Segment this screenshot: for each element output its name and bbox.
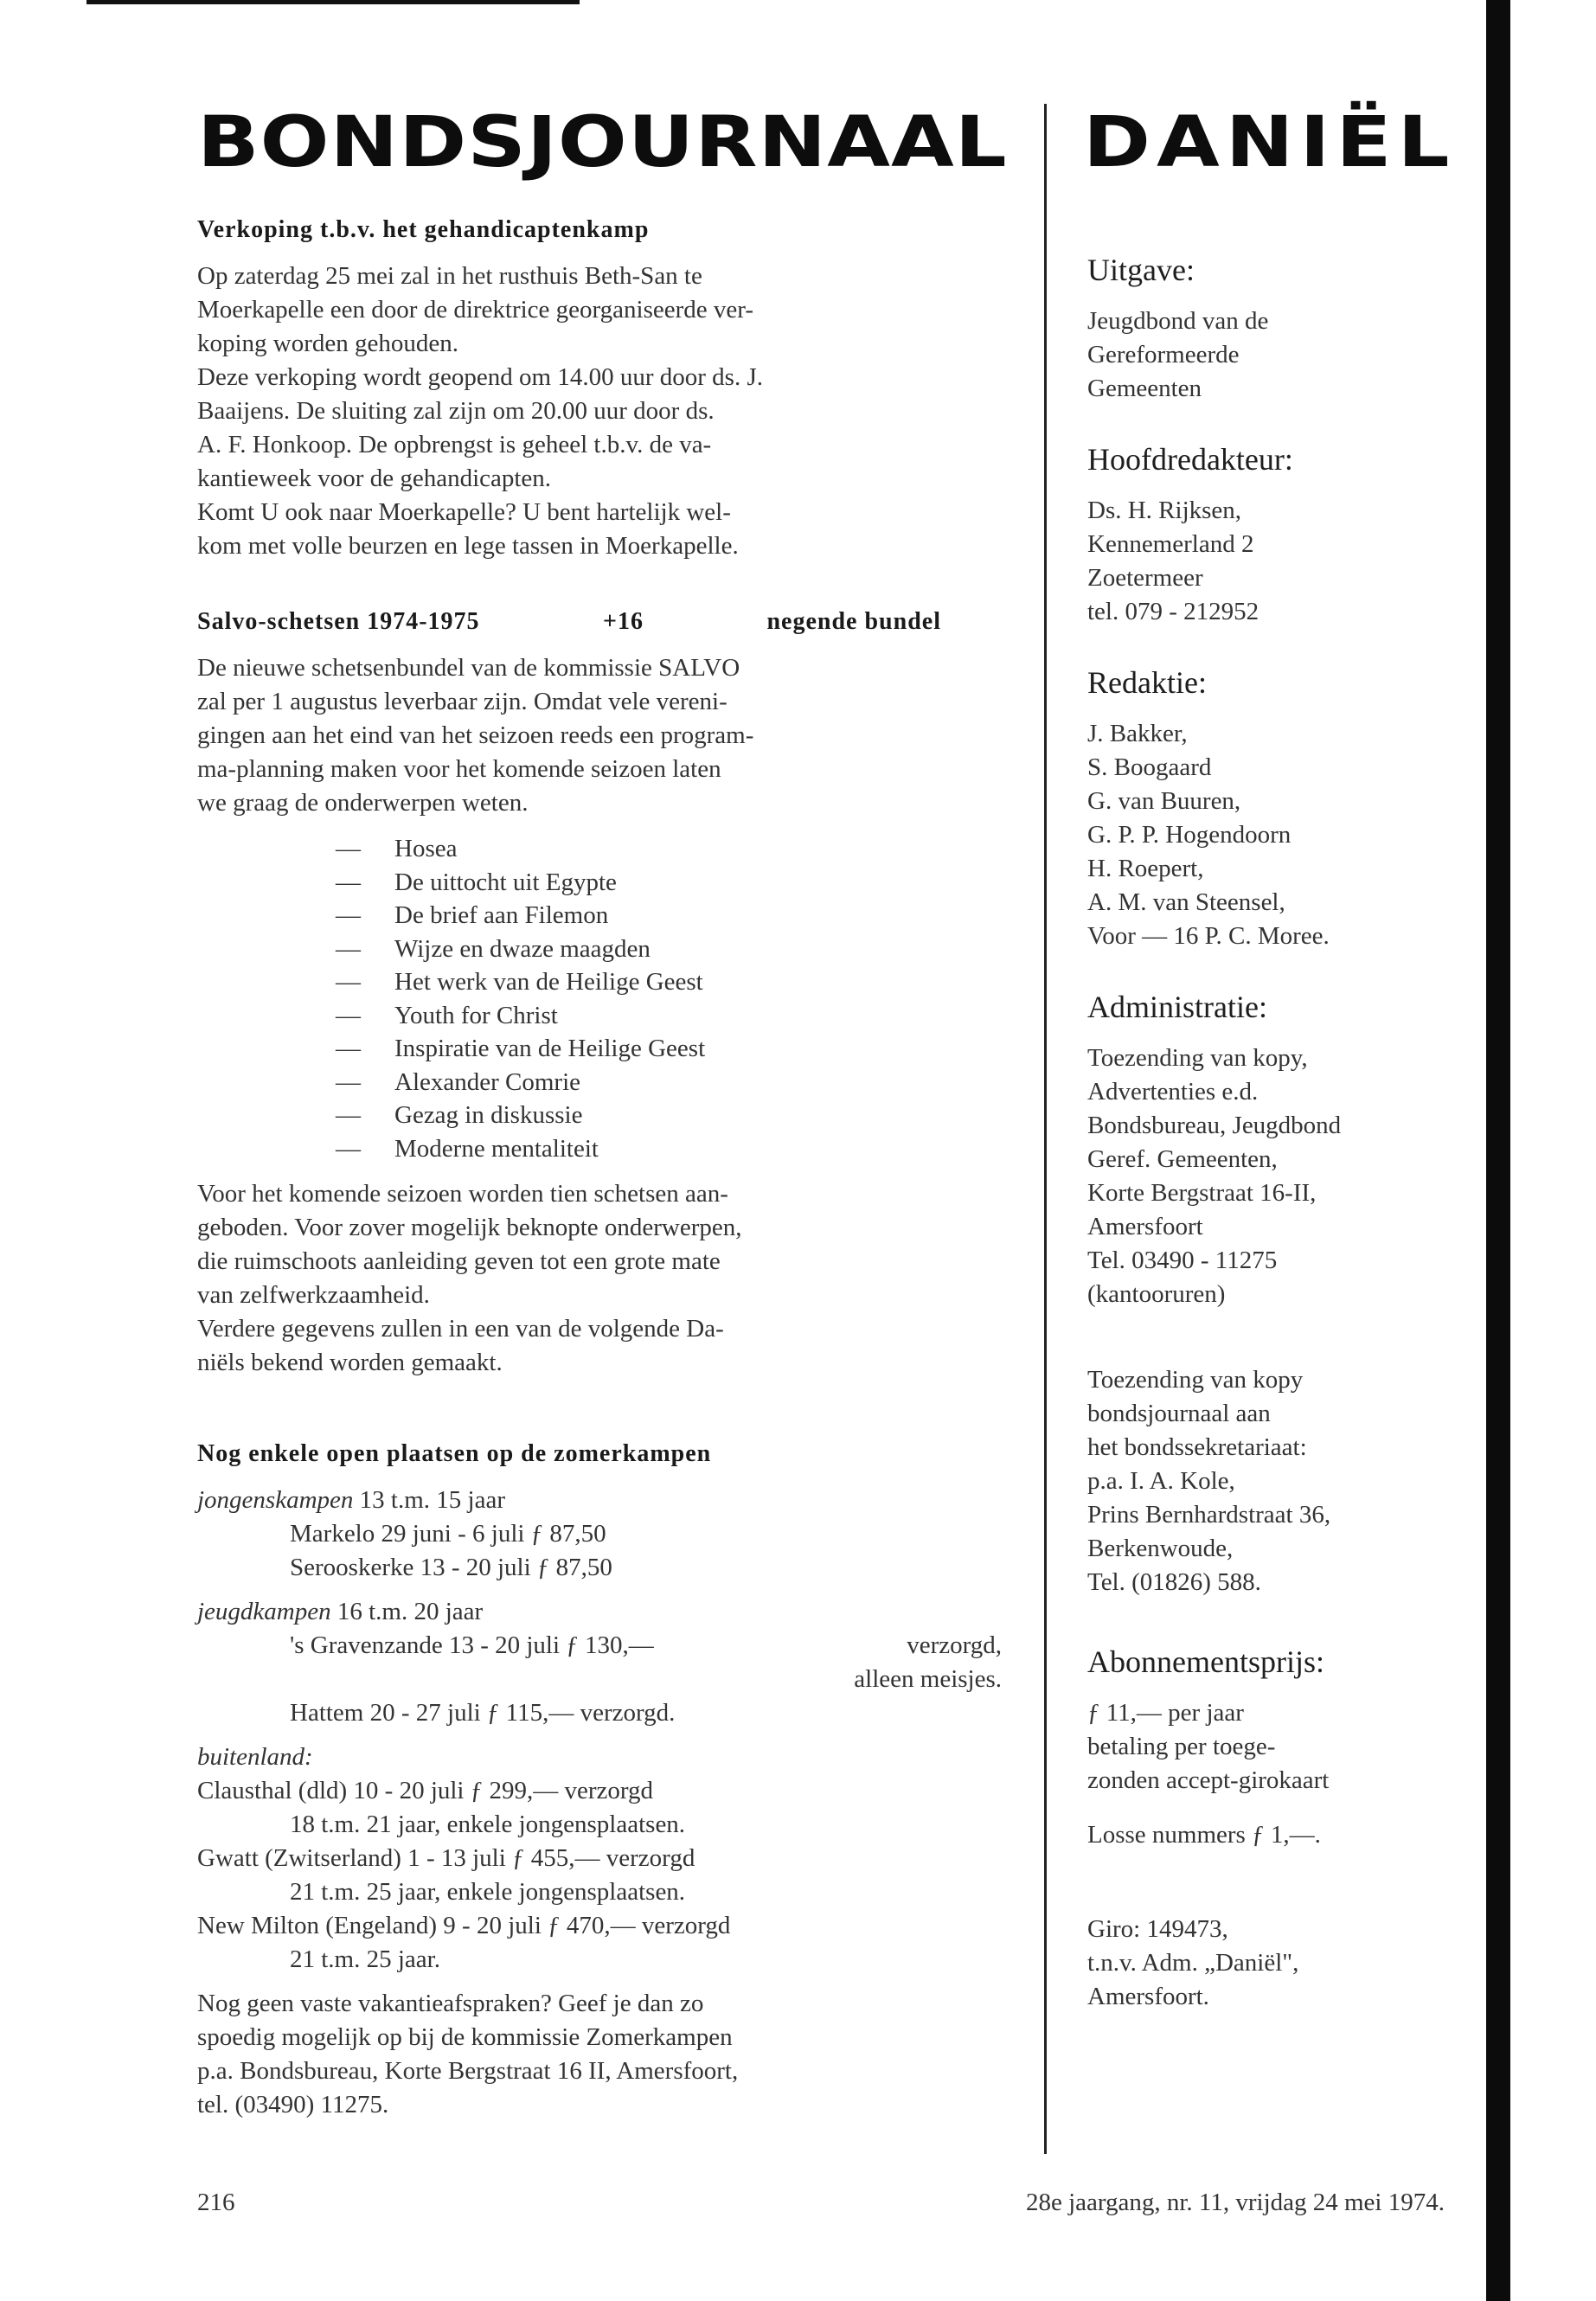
section-salvo (197, 608, 1002, 1380)
list-item (336, 1066, 1002, 1099)
text-line: van zelfwerkzaamheid. (197, 1281, 430, 1309)
text-line: tel. (03490) 11275. (197, 2091, 389, 2118)
zomerkampen-heading: Nog enkele open plaatsen op de zomerkampen (197, 1440, 712, 1467)
text-line: J. Bakker, (1087, 720, 1188, 747)
colophon-kopy (1087, 1363, 1468, 1599)
abonnement-heading: Abonnementsprijs: (1087, 1644, 1324, 1679)
topic-text: Wijze en dwaze maagden (394, 934, 651, 963)
camp-entry-detail: 18 t.m. 21 jaar, enkele jongensplaatsen. (290, 1811, 686, 1838)
text-line: Korte Bergstraat 16-II, (1087, 1179, 1317, 1207)
text-line: G. P. P. Hogendoorn (1087, 821, 1292, 849)
text-line: Deze verkoping wordt geopend om 14.00 uur door ds. J. (197, 363, 763, 391)
camp-entry-status: verzorgd, (907, 1631, 1002, 1659)
text-line: Advertenties e.d. (1087, 1078, 1259, 1106)
zomerkampen-closing (197, 1987, 1002, 2122)
topic-text: Moderne mentaliteit (394, 1134, 599, 1163)
text-line: G. van Buuren, (1087, 787, 1241, 815)
camp-category-buitenland (197, 1740, 1002, 1774)
colophon-redaktie (1087, 663, 1468, 953)
text-line: Toezending van kopy (1087, 1366, 1304, 1394)
verkoping-heading: Verkoping t.b.v. het gehandicaptenkamp (197, 216, 650, 243)
text-line: ma-planning maken voor het komende seizoen laten (197, 755, 721, 783)
text-line: H. Roepert, (1087, 855, 1204, 882)
text-line: Tel. 03490 - 11275 (1087, 1247, 1278, 1274)
category-label: jeugdkampen (197, 1598, 331, 1625)
text-line: De nieuwe schetsenbundel van de kommissie SALVO (197, 654, 740, 682)
camp-entry: Clausthal (dld) 10 - 20 juli ƒ 299,— verzorgd (197, 1777, 654, 1804)
main-column (197, 216, 1002, 2167)
topic-text: De uittocht uit Egypte (394, 868, 617, 896)
text-line: Voor het komende seizoen worden tien schetsen aan- (197, 1180, 728, 1208)
category-label: buitenland: (197, 1743, 313, 1771)
text-line: Nog geen vaste vakantieafspraken? Geef je dan zo (197, 1990, 704, 2017)
camp-entry-note: alleen meisjes. (854, 1665, 1002, 1693)
salvo-intro (197, 651, 1002, 820)
text-line: koping worden gehouden. (197, 330, 459, 357)
text-line: p.a. I. A. Kole, (1087, 1467, 1235, 1495)
text-line: ƒ 11,— per jaar (1087, 1699, 1244, 1727)
dash-mark: — (336, 1067, 361, 1096)
text-line: Baaijens. De sluiting zal zijn om 20.00 uur door ds. (197, 397, 715, 425)
dash-mark: — (336, 868, 361, 896)
dash-mark: — (336, 901, 361, 929)
sidebar-colophon (1087, 251, 1468, 2048)
list-item (336, 965, 1002, 999)
text-line: Kennemerland 2 (1087, 530, 1254, 558)
camp-entry: Gwatt (Zwitserland) 1 - 13 juli ƒ 455,— verzorgd (197, 1844, 695, 1872)
text-line: tel. 079 - 212952 (1087, 598, 1259, 625)
text-line: niëls bekend worden gemaakt. (197, 1349, 503, 1376)
dash-mark: — (336, 1101, 361, 1129)
salvo-heading (197, 608, 941, 636)
text-line: t.n.v. Adm. „Daniël", (1087, 1949, 1299, 1977)
text-line: betaling per toege- (1087, 1733, 1276, 1760)
text-line: (kantooruren) (1087, 1280, 1226, 1308)
text-line: zonden accept-girokaart (1087, 1766, 1330, 1794)
dash-mark: — (336, 835, 361, 862)
section-verkoping (197, 216, 1002, 563)
text-line: Prins Bernhardstraat 36, (1087, 1501, 1331, 1529)
text-line: Tel. (01826) 588. (1087, 1568, 1261, 1596)
text-line: spoedig mogelijk op bij de kommissie Zomerkampen (197, 2023, 733, 2051)
text-line: Voor — 16 P. C. Moree. (1087, 922, 1330, 950)
list-item (336, 999, 1002, 1033)
text-line: Komt U ook naar Moerkapelle? U bent hartelijk wel- (197, 498, 731, 526)
topic-text: Alexander Comrie (394, 1067, 581, 1096)
camp-entry: New Milton (Engeland) 9 - 20 juli ƒ 470,— verzorgd (197, 1912, 731, 1939)
list-item (336, 832, 1002, 866)
redaktie-heading: Redaktie: (1087, 665, 1207, 700)
text-line: Amersfoort (1087, 1213, 1203, 1240)
topic-text: Het werk van de Heilige Geest (394, 968, 703, 996)
text-line: zal per 1 augustus leverbaar zijn. Omdat vele vereni- (197, 688, 727, 715)
verkoping-body (197, 260, 1002, 563)
dash-mark: — (336, 1035, 361, 1062)
list-item (336, 933, 1002, 966)
camp-entry (197, 1629, 1002, 1663)
list-item (336, 1132, 1002, 1166)
topic-list (336, 832, 1002, 1165)
list-item (336, 1099, 1002, 1132)
colophon-uitgave (1087, 251, 1468, 406)
page-edge-bar (1486, 0, 1510, 2301)
list-item (336, 866, 1002, 900)
text-line: Op zaterdag 25 mei zal in het rusthuis Beth-San te (197, 262, 702, 290)
camp-entry-detail: 21 t.m. 25 jaar, enkele jongensplaatsen. (290, 1878, 686, 1906)
list-item (336, 899, 1002, 933)
dash-mark: — (336, 934, 361, 963)
text-line: Moerkapelle een door de direktrice georganiseerde ver- (197, 296, 754, 324)
text-line: Gereformeerde (1087, 341, 1240, 369)
text-line: Jeugdbond van de (1087, 307, 1269, 335)
colophon-hoofdredakteur (1087, 440, 1468, 629)
list-item (336, 1032, 1002, 1066)
text-line: A. F. Honkoop. De opbrengst is geheel t.b.v. de va- (197, 431, 712, 458)
text-line: Verdere gegevens zullen in een van de volgende Da- (197, 1315, 724, 1343)
dash-mark: — (336, 1001, 361, 1029)
topic-text: De brief aan Filemon (394, 901, 609, 929)
topic-text: Hosea (394, 835, 458, 862)
text-line: p.a. Bondsbureau, Korte Bergstraat 16 II, Amersfoort, (197, 2057, 739, 2085)
text-line: gingen aan het eind van het seizoen reeds een program- (197, 721, 754, 749)
salvo-heading-subtitle: negende bundel (766, 608, 941, 635)
issue-line: 28e jaargang, nr. 11, vrijdag 24 mei 1974. (1025, 2189, 1445, 2216)
colophon-administratie (1087, 988, 1468, 1311)
text-line: het bondssekretariaat: (1087, 1433, 1307, 1461)
losse-nummers: Losse nummers ƒ 1,—. (1087, 1821, 1321, 1849)
text-line: bondsjournaal aan (1087, 1400, 1271, 1427)
dash-mark: — (336, 968, 361, 996)
column-divider (1044, 104, 1047, 2154)
text-line: Bondsbureau, Jeugdbond (1087, 1112, 1342, 1139)
hoofdredakteur-heading: Hoofdredakteur: (1087, 442, 1293, 477)
dash-mark: — (336, 1134, 361, 1163)
text-line: Geref. Gemeenten, (1087, 1145, 1278, 1173)
camp-entry-detail: 21 t.m. 25 jaar. (290, 1945, 440, 1973)
colophon-abonnement (1087, 1643, 1468, 1852)
camp-category-jongens (197, 1484, 1002, 1517)
section-zomerkampen (197, 1440, 1002, 2122)
text-line: geboden. Voor zover mogelijk beknopte onderwerpen, (197, 1214, 742, 1241)
text-line: Berkenwoude, (1087, 1535, 1234, 1562)
text-line: Toezending van kopy, (1087, 1044, 1308, 1072)
category-age: 16 t.m. 20 jaar (330, 1598, 484, 1625)
camp-entry: Hattem 20 - 27 juli ƒ 115,— verzorgd. (290, 1699, 676, 1727)
camp-category-jeugd (197, 1595, 1002, 1629)
text-line: kom met volle beurzen en lege tassen in Moerkapelle. (197, 532, 739, 560)
text-line: Zoetermeer (1087, 564, 1203, 592)
text-line: Amersfoort. (1087, 1983, 1209, 2010)
camp-entry: Serooskerke 13 - 20 juli ƒ 87,50 (290, 1554, 612, 1581)
camp-entry: Markelo 29 juni - 6 juli ƒ 87,50 (290, 1520, 606, 1548)
text-line: S. Boogaard (1087, 753, 1212, 781)
text-line: we graag de onderwerpen weten. (197, 789, 529, 817)
text-line: Ds. H. Rijksen, (1087, 497, 1242, 524)
text-line: die ruimschoots aanleiding geven tot een grote mate (197, 1247, 721, 1275)
camp-entry-text: 's Gravenzande 13 - 20 juli ƒ 130,— (290, 1631, 654, 1659)
salvo-heading-number: +16 (603, 608, 644, 635)
colophon-giro (1087, 1913, 1468, 2014)
topic-text: Youth for Christ (394, 1001, 558, 1029)
category-age: 13 t.m. 15 jaar (353, 1486, 505, 1514)
salvo-outro (197, 1177, 1002, 1380)
uitgave-heading: Uitgave: (1087, 253, 1195, 287)
administratie-heading: Administratie: (1087, 990, 1267, 1024)
text-line: Gemeenten (1087, 375, 1202, 402)
text-line: Giro: 149473, (1087, 1915, 1228, 1943)
topic-text: Gezag in diskussie (394, 1101, 583, 1129)
topic-text: Inspiratie van de Heilige Geest (394, 1035, 706, 1062)
page-number: 216 (197, 2189, 235, 2216)
masthead-bondsjournaal: BONDSJOURNAAL (197, 102, 1008, 183)
salvo-heading-title: Salvo-schetsen 1974-1975 (197, 608, 480, 635)
text-line: A. M. van Steensel, (1087, 888, 1285, 916)
category-label: jongenskampen (197, 1486, 354, 1514)
masthead-daniel: DANIËL (1083, 102, 1456, 183)
text-line: kantieweek voor de gehandicapten. (197, 465, 552, 492)
top-rule (87, 0, 580, 4)
